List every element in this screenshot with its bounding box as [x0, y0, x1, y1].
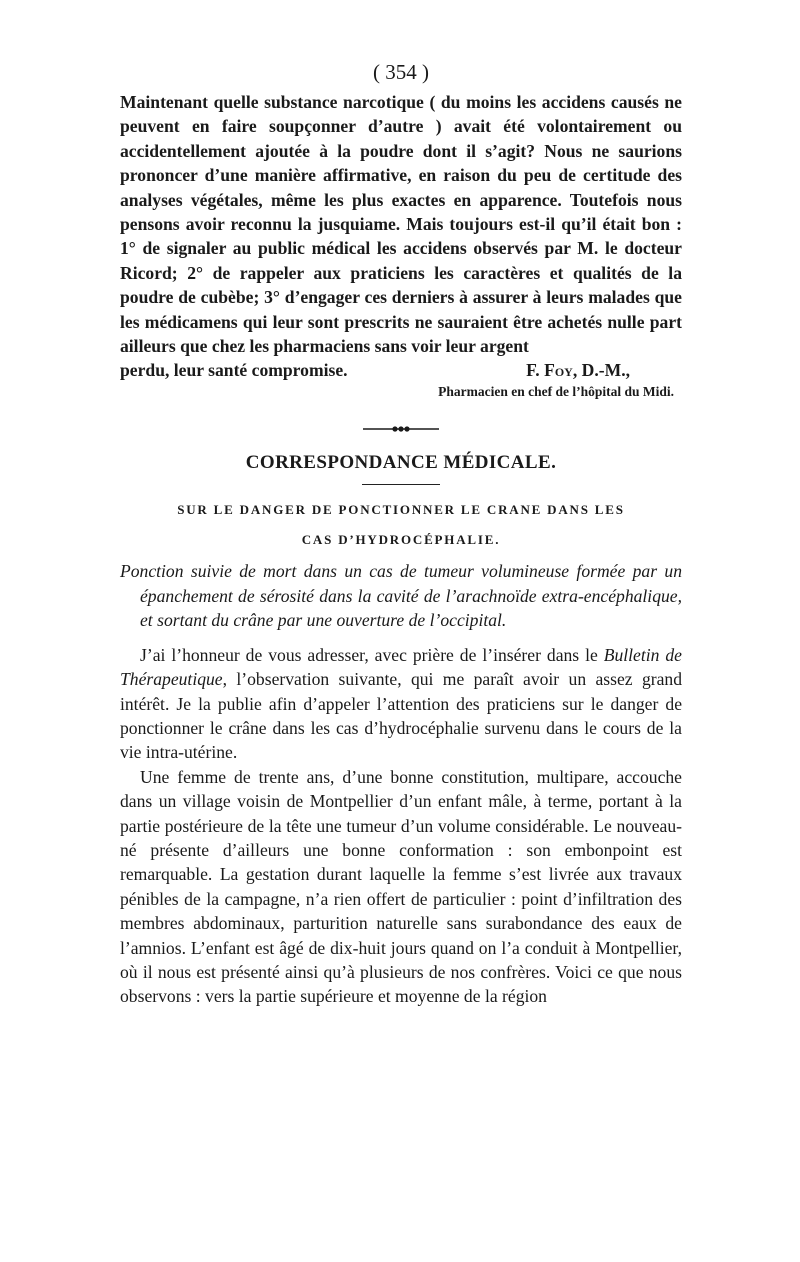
ornament-icon	[361, 424, 441, 434]
body-paragraph-1-start: J’ai l’honneur de vous adresser, avec prière de l’insérer dans le	[140, 644, 604, 665]
page-number: ( 354 )	[373, 60, 429, 84]
section-title: CORRESPONDANCE MÉDICALE.	[245, 452, 557, 474]
article-title-line2: CAS D’HYDROCÉPHALIE.	[301, 532, 501, 548]
intro-paragraph: Maintenant quelle substance narcotique ( du moins les accidens causés ne peuvent en faire soupçonner d’autre ) avait été volontairement ou accidentellement ajoutée à la poudre dont il s’agit? Nous ne saurions prononcer d’une manière affirmative, en raison du peu de certitude des analyses végétales, même les plus exactes en apparence. Toutefois nous pensons avoir reconnu la jusquiame. Mais toujours est-il qu’il était bon : 1° de signaler au public médical les accidens observés par M. le docteur Ricord; 2° de rappeler aux praticiens les caractères et qualités de la poudre de cubèbe; 3° d’engager ces derniers à assurer à leurs malades que les médicamens qui leur sont prescrits ne sauraient être achetés nulle part ailleurs que chez les pharmaciens sans voir leur argent	[120, 92, 682, 357]
body-paragraph-2: Une femme de trente ans, d’une bonne constitution, multipare, accouche dans un village voisin de Montpellier d’un enfant mâle, à terme, portant à la partie postérieure de la tête une tumeur d’un volume considérable. Le nouveau-né présente d’ailleurs une bonne conformation : son embonpoint est remarquable. La gestation durant laquelle la femme s’est livrée aux travaux pénibles de la campagne, n’a rien offert de particulier : point d’infiltration des membres abdominaux, parturition naturelle sans surabondance des eaux de l’amnios. L’enfant est âgé de dix-huit jours quand on l’a conduit à Montpellier, où il nous est présenté ainsi qu’à plusieurs de nos confrères. Voici ce que nous observons : vers la partie supérieure et moyenne de la région	[120, 766, 682, 1007]
decorative-ornament	[120, 424, 682, 434]
document-page	[120, 60, 682, 1009]
signature-name: F. Foy, D.-M.,	[526, 360, 630, 381]
article-body	[120, 643, 682, 1009]
body-paragraph-1-end: , l’observation suivante, qui me paraît avoir un assez grand intérêt. Je la publie afin d’appeler l’attention des praticiens sur le danger de ponctionner le crâne dans les cas d’hydrocéphalie survenu dans le cours de la vie intra-utérine.	[120, 669, 682, 763]
journal-title: Bulletin de Thérapeutique	[120, 644, 682, 690]
body-paragraph-1	[120, 643, 682, 765]
closing-text: perdu, leur santé compromise.	[120, 360, 348, 381]
signature-line	[120, 358, 682, 382]
signature-affiliation: Pharmacien en chef de l’hôpital du Midi.	[438, 384, 674, 400]
section-divider	[362, 484, 440, 485]
article-title-line1: SUR LE DANGER DE PONCTIONNER LE CRANE DANS LES	[177, 502, 625, 518]
article-abstract: Ponction suivie de mort dans un cas de tumeur volumineuse formée par un épanchement de sérosité dans la cavité de l’arachnoïde extra-encéphalique, et sortant du crâne par une ouverture de l’occipital.	[120, 561, 682, 631]
